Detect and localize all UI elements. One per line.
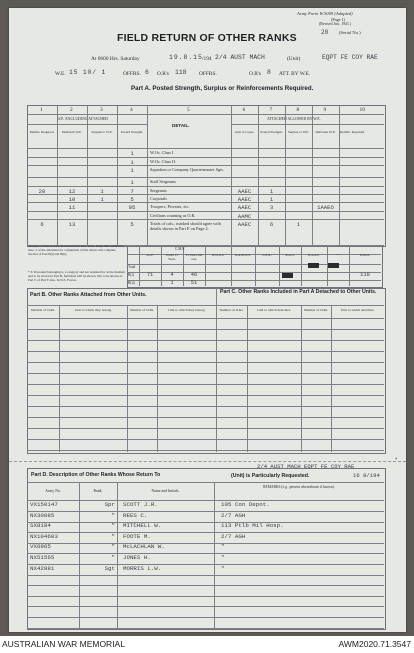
part-d-remarks: 105 Con Depot. (221, 501, 270, 508)
table-a-cell: 1 (269, 187, 274, 195)
page-note: (Page 1) (331, 17, 346, 22)
part-d-unit: 2/4 AUST MACH EQPT FE COY RAE (257, 463, 355, 470)
table-a-cell: AAMC (237, 212, 252, 220)
table-a-row-detail: Civilians counting as O.R. (150, 212, 196, 218)
part-b-header: Unit to which they belong (74, 308, 112, 312)
part-d-remarks: " (221, 543, 225, 551)
table-a-row-detail: W.Os. Class I. (150, 149, 175, 155)
footer-accession: AWM2020.71.3547 (338, 639, 411, 649)
part-d-name: JONES H. (123, 554, 151, 561)
part-d-army-no: NX30885 (30, 511, 55, 519)
ors2-value: 8 (267, 69, 271, 76)
table-a-cell: 1 (130, 178, 134, 186)
column-number: 8 (296, 107, 300, 113)
at-line-prefix: At 0600 Hrs. Saturday (91, 56, 140, 62)
analysis-group-header: C.M.F. (175, 247, 185, 251)
table-a-cell: 1 (130, 149, 134, 157)
right-column-header: Arm or Corps. (234, 130, 255, 134)
table-a-cell: 95 (128, 203, 136, 211)
left-group-header: W.E. EXCLUDING ATTACHED (57, 117, 109, 121)
part-b-title: Part B. Other Ranks Attached from Other Units. (30, 292, 147, 298)
form-page (9, 8, 406, 632)
part-d-rank: " (111, 543, 115, 551)
left-column-header: Reinfts. Required. (29, 130, 55, 134)
analysis-cell: 46 (190, 272, 198, 278)
table-a-row-detail: Totals of cols., marked should agree with details shown in Part E on Page 2. (150, 220, 221, 231)
analysis-header: * * (336, 253, 340, 257)
ors-value: 118 (175, 69, 187, 76)
part-d-remarks: 2/7 AGH (221, 532, 246, 540)
censor-block (308, 263, 319, 268)
part-d-name: REES C. (123, 511, 148, 519)
part-d-name: FOOTE M. (123, 532, 151, 540)
table-a-row-detail: Sergeants (150, 187, 167, 193)
table-a-cell: 1AAEO (317, 203, 334, 211)
table-a-cell: 6 (40, 220, 44, 228)
part-bc-frame (27, 288, 386, 454)
serial-value: 20 (321, 29, 329, 36)
part-d-name: SCOTT J.R. (123, 501, 158, 508)
part-d-rank: " (111, 522, 115, 530)
unit-label: (Unit) (287, 56, 301, 62)
part-c-header: Number of O.Rs. (219, 308, 244, 312)
right-group-header: ATTACHED ALLOWED BY W.E. (267, 117, 321, 121)
table-a-cell: 12 (68, 187, 76, 195)
part-d-remarks-header: REMARKS (e.g., present whereabouts if known). (263, 485, 335, 489)
analysis-cell: 71 (146, 272, 154, 278)
ors2-label: O.R's (249, 71, 261, 77)
analysis-header: TOTAL. (359, 253, 371, 257)
table-a-row-detail: Squadron or Company Quartermaster Sgts. (150, 166, 225, 172)
table-a-row-detail: Corporals (150, 195, 167, 201)
footer-institution: AUSTRALIAN WAR MEMORIAL (2, 639, 125, 649)
year-suffix: /194 (202, 56, 212, 62)
part-b-header: Number of O.Rs. (129, 308, 155, 312)
right-column-header: Posted Strength. (260, 130, 283, 134)
analysis-row-label: B(i) (128, 273, 134, 277)
part-d-rank: Sgt (104, 564, 115, 572)
part-d-army-no: NX104603 (30, 532, 58, 540)
table-a-cell: 1 (296, 220, 301, 228)
table-a-cell: AAEC (237, 220, 252, 228)
revised-note: (Revised Jan., 1941.) (319, 22, 352, 26)
right-column-header: Reinfts. Required. (340, 130, 365, 134)
analysis-header: R.A.A.F. (308, 253, 320, 257)
table-a-cell: 1 (130, 166, 134, 174)
table-a-cell: 1 (130, 158, 134, 166)
detail-header: DETAIL. (172, 123, 190, 128)
part-d-remarks: " (221, 554, 225, 561)
analysis-cell: 51 (190, 280, 198, 286)
form-number: Army Form W.3009 (Adapted) (297, 11, 353, 16)
analysis-header: CIVIL. (262, 253, 272, 257)
left-column-header: Deficient W.E. (61, 130, 83, 134)
table-a-cell: 11 (68, 203, 76, 211)
ors-label: O.R's (157, 71, 169, 77)
table-a-cell: 1 (269, 195, 274, 203)
analysis-header: Under 21 Years. (166, 253, 178, 261)
analysis-header: A.I.F. (146, 253, 154, 257)
right-column-header: Surplus to W.E. (287, 130, 310, 134)
column-number: 1 (40, 107, 43, 113)
analysis-cell: 118 (360, 272, 370, 278)
column-number: 10 (359, 107, 365, 113)
analysis-cell: 4 (170, 272, 174, 278)
table-a-cell: 7 (130, 187, 134, 195)
table-a-row-detail: Troopers, Privates, etc. (150, 203, 190, 209)
part-c-title: Part C. Other Ranks Included in Part A Detached to Other Units. (220, 289, 377, 295)
offrs2-label: OFFRS. (199, 71, 217, 77)
table-a-cell: AAEC (237, 195, 252, 203)
part-d-date: 16 8/194 (353, 472, 380, 479)
table-a-row-detail: Staff Sergeants (150, 178, 176, 184)
part-c-header: Unit to which detached. (340, 308, 375, 312)
serial-label: (Serial No.) (339, 30, 361, 35)
offrs-label: OFFRS. (123, 71, 141, 77)
table-a-cell: 1 (100, 195, 104, 203)
part-b-header: Unit to which they belong (168, 308, 205, 312)
left-column-header: Posted Strength. (120, 130, 144, 134)
analysis-header: A.W.A.S. (211, 253, 225, 257)
column-number: 9 (323, 107, 327, 113)
part-d-title-mid: (Unit) is Particularly Requested. (231, 473, 310, 479)
analysis-row-label: Total (128, 265, 136, 269)
part-d-rank: " (111, 511, 115, 519)
table-a-cell: 5 (130, 220, 134, 228)
form-title: FIELD RETURN OF OTHER RANKS (117, 32, 297, 44)
part-c-header: Unit to which detached. (257, 308, 291, 312)
table-a-row-detail: W.Os. Class II. (150, 158, 176, 164)
column-number: 3 (100, 107, 103, 113)
part-d-header: Rank. (93, 489, 103, 493)
part-d-header: Army No. (45, 489, 61, 493)
part-d-army-no: NX42881 (30, 564, 55, 572)
part-d-army-no: NX51565 (30, 554, 55, 561)
censor-block (328, 263, 339, 268)
analysis-header: 21 Years and over. (185, 253, 203, 261)
column-number: 4 (130, 107, 133, 113)
part-d-rank: " (111, 532, 115, 540)
part-d-title: Part D. Description of Other Ranks Whose Return To (31, 472, 161, 478)
table-a-cell: 10 (68, 195, 76, 203)
part-d-rank: " (111, 554, 115, 561)
unit-right: EQPT FE COY RAE (322, 54, 378, 61)
table-a-cell: 20 (38, 187, 46, 195)
part-d-name: MITCHELL W. (123, 522, 162, 530)
column-number: 7 (269, 107, 273, 113)
left-column-header: Surplus to W.E. (91, 130, 113, 134)
perforation-mark: • (395, 455, 398, 463)
part-d-name: McLACHLAN W. (123, 543, 165, 551)
part-a-title: Part A. Posted Strength, Surplus or Reinforcements Required. (131, 85, 314, 92)
table-a-cell: 1 (100, 187, 104, 195)
part-d-remarks: " (221, 564, 225, 572)
analysis-header: A.A.M.W.S. (235, 253, 251, 257)
part-b-header: Number of O.Rs. (30, 308, 56, 312)
column-number: 5 (187, 107, 190, 113)
part-d-header: Name and Initials. (151, 489, 180, 493)
column-number: 2 (70, 107, 73, 113)
part-d-army-no: VX6965 (30, 543, 51, 551)
part-d-rank: Spr (104, 501, 115, 508)
return-date: 19.8.15 (169, 54, 203, 61)
right-column-header: Deficient W.E. (315, 130, 336, 134)
part-c-header: Number of O.Rs. (303, 308, 329, 312)
footer-bar (0, 636, 414, 653)
offrs-value: 6 (145, 69, 149, 76)
part-d-remarks: 113 Ptlb Mil Hosp. (221, 522, 284, 530)
censor-block (282, 273, 293, 278)
we-label: W.E. (55, 71, 66, 77)
table-a-cell: 3 (269, 203, 274, 211)
part-d-army-no: VX150147 (30, 501, 58, 508)
table-a-cell: 6 (269, 220, 274, 228)
analysis-note-2: * P. Personnel belonging to a category and are required for at the moment and to be shown in Part B, furnished will be shown. Not to be shown as Part C of Part E also. In N.Z. Forces. (28, 270, 126, 283)
part-d-name: MORRIS L.W. (123, 564, 162, 572)
we-value: 15 10/ 1 (69, 69, 107, 76)
analysis-row-label: B(ii) (128, 281, 135, 285)
unit-typed: 2/4 AUST MACH (215, 54, 265, 61)
table-a-cell: AAEC (237, 187, 252, 195)
table-a-cell: AAEC (237, 203, 252, 211)
analysis-header: R.A.N. (285, 253, 295, 257)
att-label: ATT. BY W.E. (279, 71, 311, 77)
column-number: 6 (242, 107, 246, 113)
table-a-cell: 13 (68, 220, 76, 228)
analysis-note: Analysis of Part A to be shown here for ALL units. Only units entitled to note. 2 of the allotment for completion of this return will complete Section of Part B(i) and B(ii). (28, 244, 124, 257)
part-d-remarks: 2/7 AGH (221, 511, 246, 519)
analysis-cell: 1 (170, 280, 174, 286)
table-a-cell: 5 (130, 195, 134, 203)
part-d-army-no: SX8184 (30, 522, 51, 530)
